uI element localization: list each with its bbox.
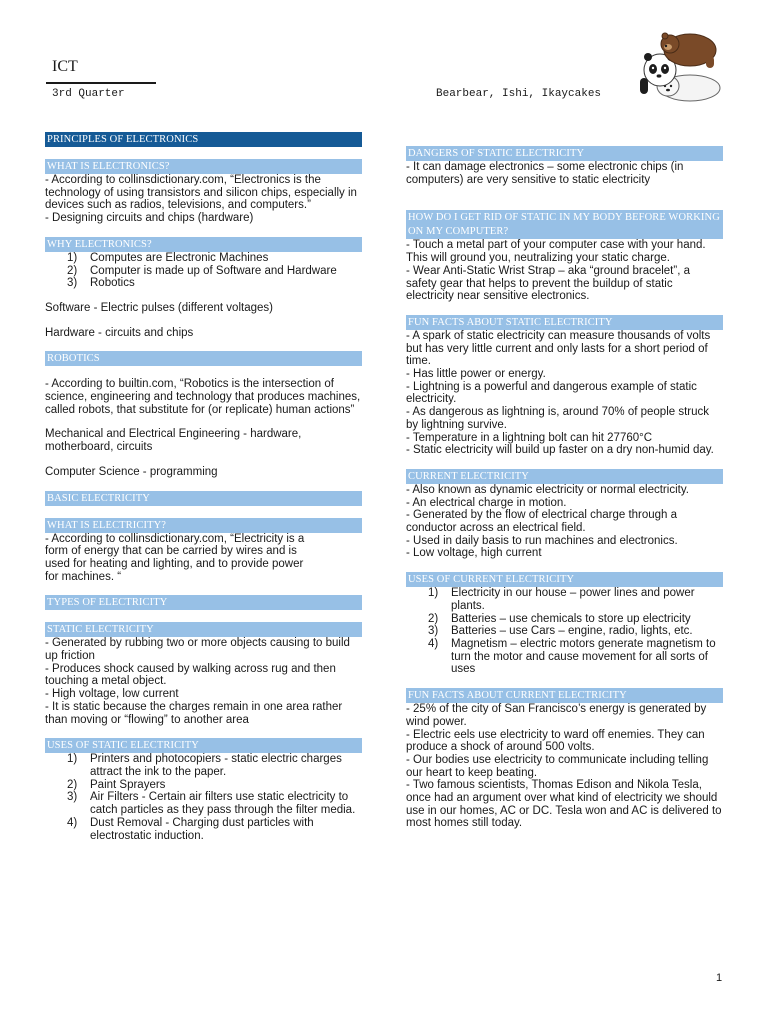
paragraph: - Designing circuits and chips (hardware) [45, 212, 254, 225]
paragraph: - Temperature in a lightning bolt can hit 27760°C [406, 431, 653, 444]
paragraph: - An electrical charge in motion. [406, 496, 567, 509]
paragraph: - 25% of the city of San Francisco’s energy is generated by wind power. [406, 703, 707, 728]
paragraph: - Used in daily basis to run machines and electronics. [406, 534, 678, 547]
paragraph: - Also known as dynamic electricity or normal electricity. [406, 483, 689, 496]
paragraph: - Lightning is a powerful and dangerous example of static electricity. [406, 380, 697, 406]
section-heading-uses-of-static: USES OF STATIC ELECTRICITY [45, 738, 362, 753]
paragraph: - Generated by rubbing two or more objects causing to build up friction [45, 637, 350, 663]
paragraph: - Has little power or energy. [406, 368, 546, 381]
paragraph: - As dangerous as lightning is, around 70% of people struck by lightning survive. [406, 406, 710, 431]
paragraph-line: used for heating and lighting, and to provide power [45, 557, 304, 570]
uses-current-list [406, 587, 723, 676]
page-number: 1 [716, 972, 723, 984]
list-item: 1) Printers and photocopiers - static electric charges attract the ink to the paper. [67, 753, 342, 778]
section-heading-fun-facts-current: FUN FACTS ABOUT CURRENT ELECTRICITY [406, 688, 723, 703]
section-heading-principles: PRINCIPLES OF ELECTRONICS [45, 132, 362, 147]
paragraph: - It is static because the charges remain in one area rather than moving or “flowing” to another area [45, 700, 343, 726]
section-heading-get-rid-of-static: HOW DO I GET RID OF STATIC IN MY BODY BEFORE WORKING ON MY COMPUTER? [406, 210, 723, 239]
authors-label: Bearbear, Ishi, Ikaycakes [436, 88, 602, 100]
section-heading-types-of-electricity: TYPES OF ELECTRICITY [45, 595, 362, 610]
paragraph: - High voltage, low current [45, 688, 179, 701]
section-heading-current-electricity: CURRENT ELECTRICITY [406, 469, 723, 484]
section-heading-fun-facts-static: FUN FACTS ABOUT STATIC ELECTRICITY [406, 315, 723, 330]
bears-logo-icon [634, 26, 726, 106]
list-item: 1) Electricity in our house – power lines and power plants. [428, 587, 695, 612]
list-item: 3) Batteries – use Cars – engine, radio, lights, etc. [428, 625, 693, 638]
list-item: 2) Batteries – use chemicals to store up electricity [428, 612, 691, 625]
list-item: 3) Air Filters - Certain air filters use static electricity to catch particles as they pass through the filter media. [67, 791, 356, 817]
paragraph: - Static electricity will build up faster on a dry non-humid day. [406, 444, 714, 457]
paragraph: - Electric eels use electricity to ward off enemies. They can produce a shock of around 500 volts. [406, 728, 705, 754]
section-heading-dangers-of-static: DANGERS OF STATIC ELECTRICITY [406, 146, 723, 161]
paragraph-line: form of energy that can be carried by wires and is [45, 545, 297, 558]
list-item: 3) Robotics [67, 277, 135, 290]
paragraph: Mechanical and Electrical Engineering - hardware, motherboard, circuits [45, 428, 302, 454]
list-item: 2) Computer is made up of Software and Hardware [67, 264, 337, 277]
paragraph: - According to collinsdictionary.com, “Electronics is the technology of using transistors and silicon chips, especially in devices such as radios, televisions, and computers.” [45, 174, 357, 212]
paragraph: - Produces shock caused by walking across rug and then touching a metal object. [45, 662, 336, 688]
title-underline [46, 82, 156, 84]
list-item: 4) Magnetism – electric motors generate magnetism to turn the motor and cause movement for all sorts of uses [428, 637, 716, 676]
section-heading-uses-of-current: USES OF CURRENT ELECTRICITY [406, 572, 723, 587]
section-heading-static-electricity: STATIC ELECTRICITY [45, 622, 362, 637]
paragraph: - According to builtin.com, “Robotics is the intersection of science, engineering and technology that produces machines, called robots, that substitute for (or replicate) human actions” [45, 378, 361, 416]
why-list [45, 252, 362, 290]
uses-static-list [45, 753, 362, 842]
paragraph: Computer Science - programming [45, 465, 218, 478]
quarter-label: 3rd Quarter [52, 88, 125, 100]
section-heading-what-is-electronics: WHAT IS ELECTRONICS? [45, 159, 362, 174]
paragraph: - Our bodies use electricity to communicate including telling our heart to keep beating. [406, 753, 709, 779]
paragraph: - Touch a metal part of your computer case with your hand. This will ground you, neutralizing your static charge. [406, 239, 706, 265]
paragraph: - Wear Anti-Static Wrist Strap – aka “ground bracelet”, a safety gear that helps to prevent the buildup of static electricity near sensitive electronics. [406, 264, 690, 303]
list-item: 2) Paint Sprayers [67, 778, 166, 791]
paragraph: - Two famous scientists, Thomas Edison and Nikola Tesla, once had an argument over what kind of electricity we should use in our homes, AC or DC. Tesla won and AC is delivered to most homes still today. [406, 779, 722, 830]
section-heading-robotics: ROBOTICS [45, 351, 362, 366]
right-column [406, 146, 723, 830]
section-heading-basic-electricity: BASIC ELECTRICITY [45, 491, 362, 506]
list-item: 4) Dust Removal - Charging dust particles with electrostatic induction. [67, 816, 314, 842]
paragraph: Software - Electric pulses (different voltages) [45, 301, 273, 314]
paragraph-line: - According to collinsdictionary.com, “Electricity is a [45, 532, 305, 545]
paragraph: Hardware - circuits and chips [45, 326, 194, 339]
left-column [45, 132, 362, 842]
paragraph: - Generated by the flow of electrical charge through a conductor across an electrical field. [406, 509, 678, 535]
paragraph: - A spark of static electricity can measure thousands of volts but has very little current and only lasts for a short period of time. [406, 329, 711, 368]
paragraph: - It can damage electronics – some electronic chips (in computers) are very sensitive to static electricity [406, 161, 684, 186]
section-heading-why-electronics: WHY ELECTRONICS? [45, 237, 362, 252]
document-title: ICT [52, 58, 78, 75]
paragraph: - Low voltage, high current [406, 547, 542, 560]
list-item: 1) Computes are Electronic Machines [67, 251, 269, 264]
section-heading-what-is-electricity: WHAT IS ELECTRICITY? [45, 518, 362, 533]
paragraph-line: for machines. “ [45, 570, 122, 583]
